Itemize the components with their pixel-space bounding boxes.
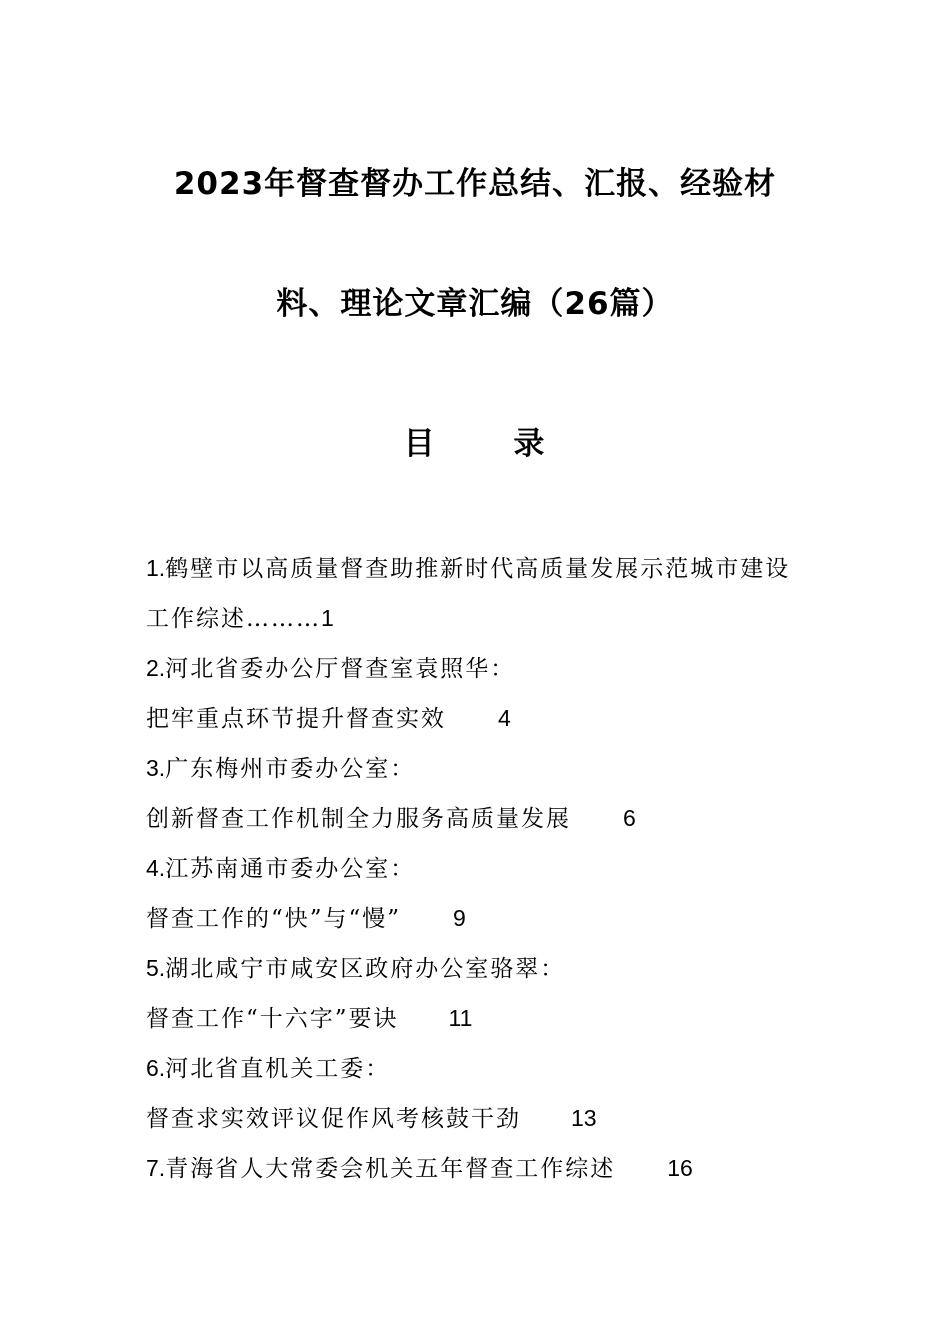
toc-entry-3-subtitle[interactable] <box>146 798 826 848</box>
toc-entry-number: 3. <box>146 755 166 781</box>
document-title-line-2: 料、理论文章汇编（26篇） <box>276 286 674 322</box>
toc-entry-5-subtitle[interactable] <box>146 998 826 1048</box>
toc-page-number: 6 <box>623 805 636 831</box>
toc-page-number: 13 <box>571 1105 597 1131</box>
toc-entry-text: 督查工作的“快”与“慢” <box>146 906 402 932</box>
toc-entry-text: 江苏南通市委办公室： <box>165 856 416 882</box>
toc-entry-2-subtitle[interactable] <box>146 698 826 748</box>
toc-entry-2-title[interactable] <box>146 648 826 698</box>
toc-entry-7-title[interactable] <box>146 1148 826 1198</box>
toc-entry-text: 鹤壁市以高质量督查助推新时代高质量发展示范城市建设 <box>165 556 791 582</box>
toc-entry-text: 创新督查工作机制全力服务高质量发展 <box>146 806 571 832</box>
toc-entry-text: 河北省委办公厅督查室袁照华： <box>165 656 516 682</box>
document-title-line-1: 2023年督查督办工作总结、汇报、经验材 <box>173 166 777 202</box>
toc-entry-text: 广东梅州市委办公室： <box>165 756 416 782</box>
toc-entry-number: 7. <box>146 1155 166 1181</box>
toc-entry-4-subtitle[interactable] <box>146 898 826 948</box>
toc-entry-text: 河北省直机关工委： <box>165 1056 391 1082</box>
toc-entry-number: 2. <box>146 655 166 681</box>
toc-entry-number: 1. <box>146 555 166 581</box>
toc-entry-1-subtitle[interactable] <box>146 598 826 648</box>
table-of-contents <box>146 548 826 1198</box>
toc-page-number: 4 <box>498 705 511 731</box>
toc-entry-number: 5. <box>146 955 166 981</box>
toc-page-number: 11 <box>448 1005 473 1031</box>
toc-page-number: 1 <box>321 605 334 631</box>
toc-heading: 目 录 <box>403 426 547 462</box>
toc-entry-1-title[interactable] <box>146 548 826 598</box>
toc-entry-text: 把牢重点环节提升督查实效 <box>146 706 446 732</box>
toc-entry-3-title[interactable] <box>146 748 826 798</box>
toc-entry-text: 督查工作“十六字”要诀 <box>146 1006 399 1032</box>
toc-entry-text: 督查求实效评议促作风考核鼓干劲 <box>146 1106 521 1132</box>
toc-entry-5-title[interactable] <box>146 948 826 998</box>
toc-entry-6-title[interactable] <box>146 1048 826 1098</box>
toc-entry-6-subtitle[interactable] <box>146 1098 826 1148</box>
toc-page-number: 16 <box>667 1155 693 1181</box>
toc-entry-4-title[interactable] <box>146 848 826 898</box>
toc-entry-text: 青海省人大常委会机关五年督查工作综述 <box>165 1156 616 1182</box>
toc-entry-number: 4. <box>146 855 166 881</box>
toc-entry-text: 工作综述……… <box>146 606 321 632</box>
toc-entry-text: 湖北咸宁市咸安区政府办公室骆翠： <box>165 956 566 982</box>
toc-page-number: 9 <box>453 905 466 931</box>
toc-entry-number: 6. <box>146 1055 166 1081</box>
